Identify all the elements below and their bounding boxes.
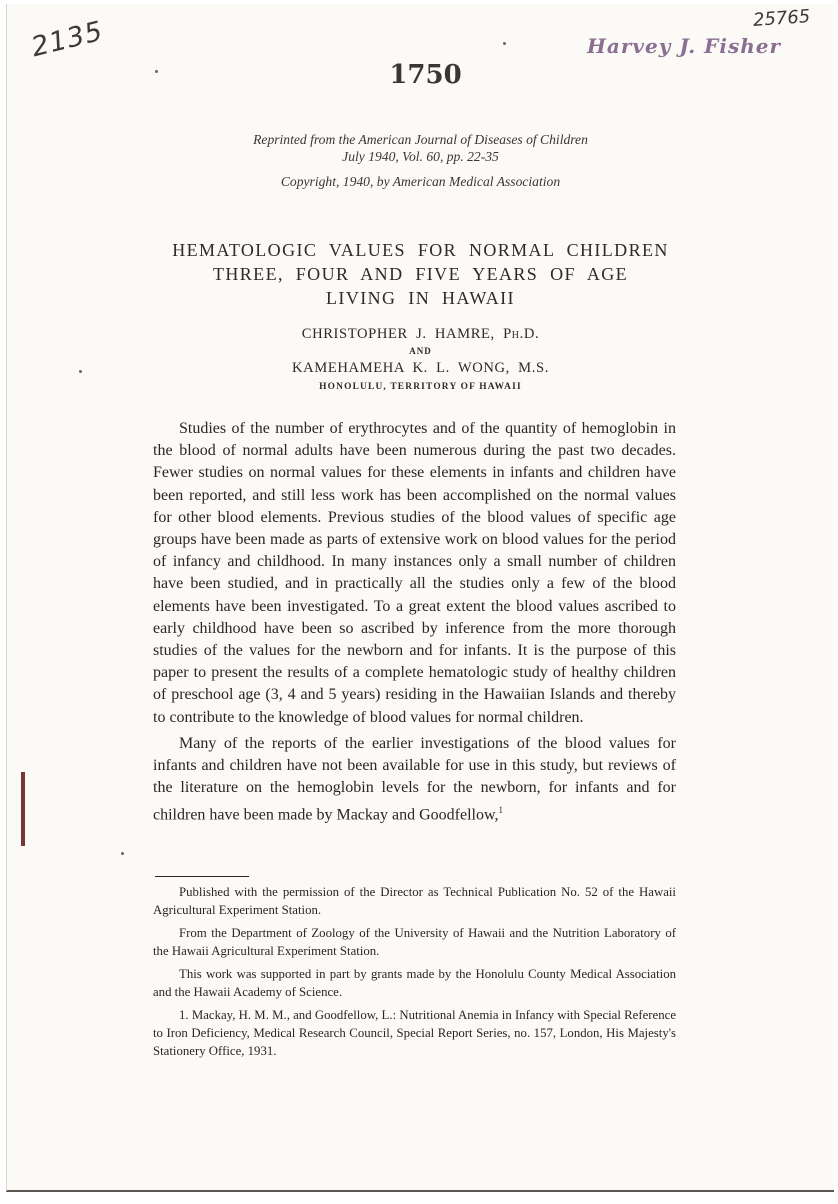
author-1-name: CHRISTOPHER J. HAMRE, bbox=[301, 326, 495, 342]
article-title bbox=[7, 238, 834, 310]
author-2: KAMEHAMEHA K. L. WONG, M.S. bbox=[292, 360, 549, 376]
footnote-reference-mackay: 1. Mackay, H. M. M., and Goodfellow, L.: Nutritional Anemia in Infancy with Special Reference to Iron Deficiency, Medical Research Council, Special Report Series, no. 157, London, His Majesty's Stationery Office, 1931. bbox=[153, 1008, 676, 1058]
reprint-notice bbox=[7, 131, 834, 165]
footnote-reference-1[interactable]: 1 bbox=[498, 805, 503, 816]
paper-speck bbox=[155, 70, 158, 73]
title-line-1: HEMATOLOGIC VALUES FOR NORMAL CHILDREN bbox=[172, 240, 669, 260]
footnote-funding: This work was supported in part by grants made by the Honolulu County Medical Association and the Hawaii Academy of Science. bbox=[153, 967, 676, 999]
author-block bbox=[7, 324, 834, 396]
body-paragraph-1: Studies of the number of erythrocytes and of the quantity of hemoglobin in the blood of normal adults have been numerous during the past two decades. Fewer studies on normal values for these elements in infants and children have been reported, and still less work has been accomplished on the normal values for other blood elements. Previous studies of the blood values of specific age groups have been made as parts of extensive work on blood values for the period of infancy and childhood. In many instances only a small number of children have been studied, and in practically all the studies only a few of the blood elements have been investigated. To a great extent the blood values ascribed to early childhood have been so ascribed by inference from the more thorough studies of the values for the newborn and for infants. It is the purpose of this paper to present the results of a complete hematologic study of healthy children of preschool age (3, 4 and 5 years) residing in the Hawaiian Islands and thereby to contribute to the knowledge of blood values for normal children. bbox=[153, 420, 676, 726]
document-page bbox=[6, 4, 834, 1192]
author-location: HONOLULU, TERRITORY OF HAWAII bbox=[319, 382, 522, 392]
author-conjunction: AND bbox=[409, 346, 432, 356]
footnote-divider bbox=[155, 876, 249, 877]
margin-ink-mark bbox=[21, 772, 25, 846]
footnote-affiliation: From the Department of Zoology of the University of Hawaii and the Nutrition Laboratory of the Hawaii Agricultural Experiment Station. bbox=[153, 926, 676, 958]
footnote-publication-permission: Published with the permission of the Director as Technical Publication No. 52 of the Hawaii Agricultural Experiment Station. bbox=[153, 885, 676, 917]
title-line-2: THREE, FOUR AND FIVE YEARS OF AGE bbox=[212, 264, 629, 284]
article-body bbox=[153, 418, 676, 831]
paper-speck bbox=[503, 42, 506, 45]
author-1-degree: Ph.D. bbox=[503, 326, 540, 342]
body-paragraph-2-text: Many of the reports of the earlier investigations of the blood values for infants and children have not been available for use in this study, but reviews of the literature on the hemoglobin levels for the newborn, for infants and for children have been made by Mackay and Goodfellow, bbox=[153, 734, 676, 824]
body-paragraph-2 bbox=[153, 733, 676, 827]
reprint-volume-line: July 1940, Vol. 60, pp. 22-35 bbox=[342, 149, 499, 164]
publication-number: 1750 bbox=[389, 60, 462, 90]
copyright-notice: Copyright, 1940, by American Medical Association bbox=[280, 174, 561, 189]
paper-speck bbox=[121, 852, 124, 855]
title-line-3: LIVING IN HAWAII bbox=[326, 288, 515, 308]
author-1 bbox=[7, 324, 834, 344]
paper-speck bbox=[79, 370, 82, 373]
footnotes bbox=[153, 883, 676, 1065]
owner-name-stamp: Harvey J. Fisher bbox=[587, 34, 782, 58]
reprint-journal-line: Reprinted from the American Journal of Diseases of Children bbox=[253, 132, 588, 147]
handwritten-accession-number: 25765 bbox=[752, 6, 811, 31]
handwritten-catalog-number: 2135 bbox=[28, 15, 107, 64]
